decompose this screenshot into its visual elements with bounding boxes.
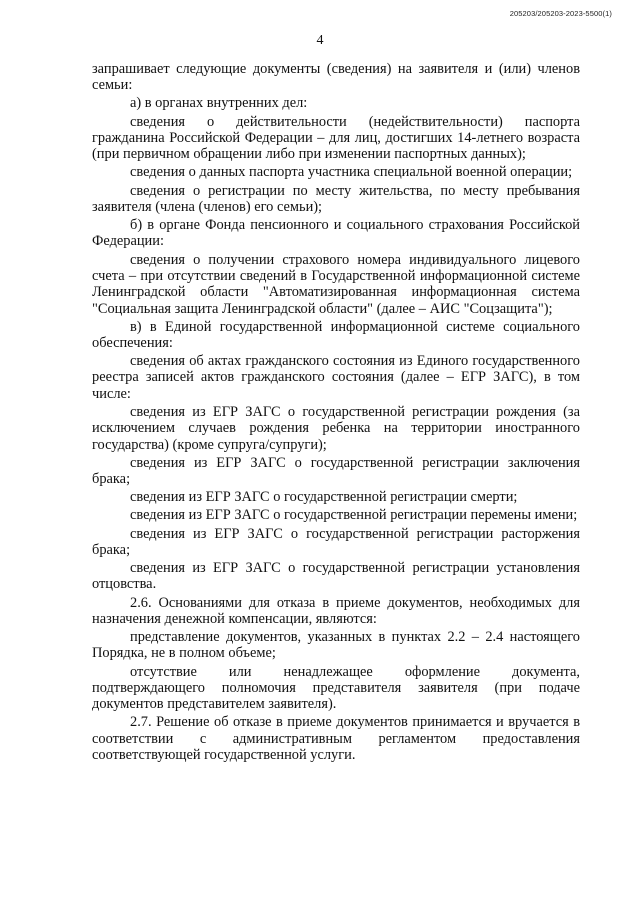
- document-body: [92, 61, 580, 765]
- paragraph-death-registration: сведения из ЕГР ЗАГС о государственной регистрации смерти;: [130, 489, 518, 506]
- paragraph-passport-validity: сведения о действительности (недействительности) паспорта гражданина Российской Федерации – для лиц, достигших 14-летнего возраста (при первичном обращении либо при изменении паспортных данных);: [92, 113, 580, 163]
- paragraph-insurance-number: сведения о получении страхового номера индивидуального лицевого счета – при отсутствии сведений в Государственной информационной системе Ленинградской области "Автоматизированная информационная система "Социальная защита Ленинградской области" (далее – АИС "Соцзащита");: [92, 251, 580, 317]
- paragraph-marriage-registration: сведения из ЕГР ЗАГС о государственной регистрации заключения брака;: [92, 454, 580, 488]
- paragraph-incomplete-documents: представление документов, указанных в пунктах 2.2 – 2.4 настоящего Порядка, не в полном объеме;: [92, 629, 580, 662]
- paragraph-section-2-6: 2.6. Основаниями для отказа в приеме документов, необходимых для назначения денежной компенсации, являются:: [92, 594, 580, 627]
- document-code: 205203/205203-2023-5500(1): [509, 9, 612, 18]
- paragraph-military-passport: сведения о данных паспорта участника специальной военной операции;: [130, 164, 573, 181]
- paragraph-name-change-registration: сведения из ЕГР ЗАГС о государственной регистрации перемены имени;: [130, 507, 578, 524]
- page-number: 4: [316, 33, 324, 48]
- paragraph-birth-registration: сведения из ЕГР ЗАГС о государственной регистрации рождения (за исключением случаев рождения ребенка на территории иностранного государства) (кроме супруга/супруги);: [92, 403, 580, 453]
- paragraph-representative-authority: отсутствие или ненадлежащее оформление документа, подтверждающего полномочия представителя заявителя (при подаче документов представителем заявителя).: [92, 663, 580, 713]
- paragraph-section-2-7: 2.7. Решение об отказе в приеме документов принимается и вручается в соответствии с административным регламентом предоставления соответствующей государственной услуги.: [92, 714, 580, 763]
- paragraph-continuation: запрашивает следующие документы (сведения) на заявителя и (или) членов семьи:: [92, 61, 580, 94]
- paragraph-divorce-registration: сведения из ЕГР ЗАГС о государственной регистрации расторжения брака;: [92, 525, 580, 558]
- paragraph-registration: сведения о регистрации по месту жительства, по месту пребывания заявителя (члена (членов) его семьи);: [92, 182, 580, 215]
- paragraph-internal-affairs-heading: а) в органах внутренних дел:: [130, 95, 308, 112]
- paragraph-paternity-registration: сведения из ЕГР ЗАГС о государственной регистрации установления отцовства.: [92, 560, 580, 593]
- paragraph-pension-fund-heading: б) в органе Фонда пенсионного и социального страхования Российской Федерации:: [92, 217, 580, 250]
- paragraph-civil-status-acts: сведения об актах гражданского состояния из Единого государственного реестра записей актов гражданского состояния (далее – ЕГР ЗАГС), в том числе:: [92, 353, 580, 402]
- paragraph-unified-system-heading: в) в Единой государственной информационной системе социального обеспечения:: [92, 318, 580, 351]
